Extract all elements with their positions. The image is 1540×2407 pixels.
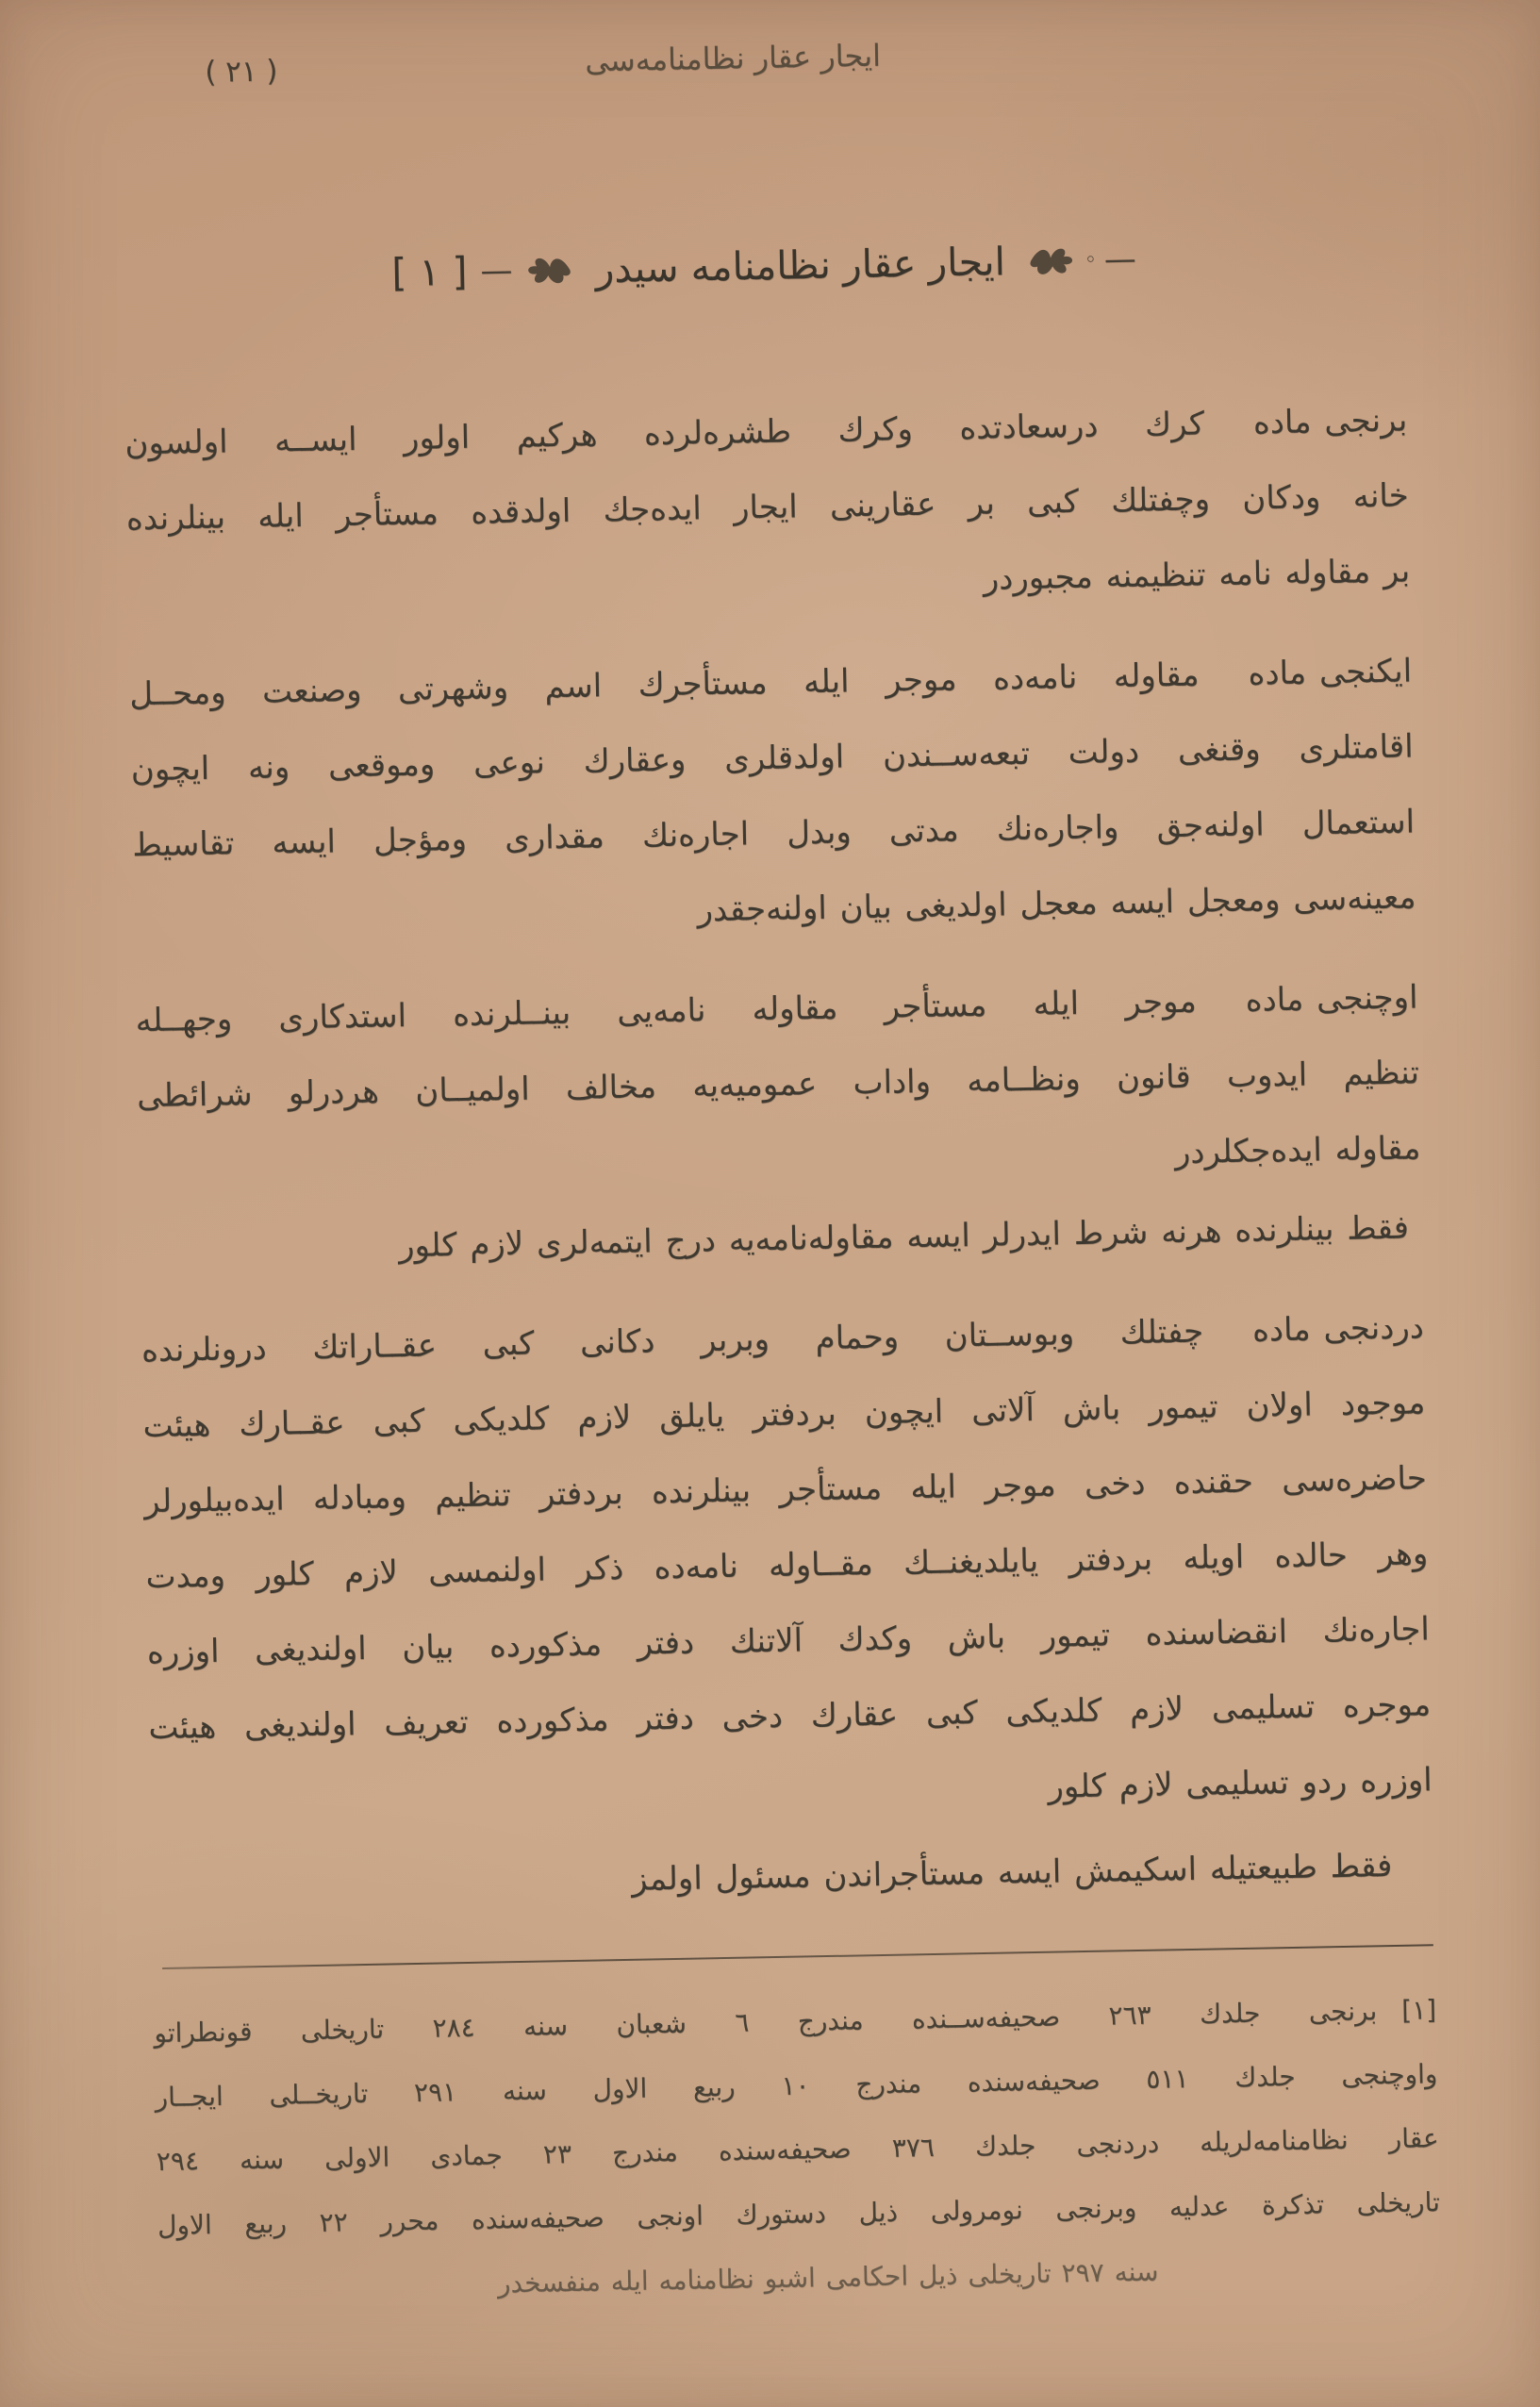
body-line: موجره تسليمى لازم كلديكى كبى عقارك دخى دفتر مذكورده تعريف اولنديغى هيئت xyxy=(148,1685,1432,1748)
calligraphic-flourish-icon xyxy=(523,251,573,290)
body-line: معينه‌سى ومعجل ايسه معجل اولديغى بيان اولنه‌جقدر xyxy=(697,878,1416,930)
body-line: اقامتلرى وقنغى دولت تبعه‌ســندن اولدقلرى وعقارك نوعى وموقعى ونه ايچون xyxy=(130,727,1414,789)
title-ornament-dash-left: — xyxy=(480,251,511,290)
calligraphic-flourish-icon xyxy=(1028,241,1078,280)
title-ornament-dot-right: ◦ xyxy=(1084,248,1098,273)
footnote-marker: [١] xyxy=(1400,1994,1437,2026)
title-footnote-marker: [ ١ ] xyxy=(390,248,468,296)
body-line-text: چفتلك وبوســتان وحمام وبربر دكانى كبى عقــاراتك درونلرنده xyxy=(141,1312,1204,1370)
body-line-text: مقاوله نامه‌ده موجر ايله مستأجرك اسم وشهرتى وصنعت ومحــل xyxy=(128,656,1200,714)
body-line: تنظيم ايدوب قانون ونظــامه واداب عموميه‌يه مخالف اولميــان هردرلو شرائطى xyxy=(136,1054,1420,1116)
article-2-label: ايكنجى ماده xyxy=(1248,652,1413,693)
footnote-separator-rule xyxy=(162,1944,1433,1969)
body-line: خانه ودكان وچفتلك كبى بر عقارينى ايجار ايده‌جك اولدقده مستأجر ايله بينلرنده xyxy=(125,476,1410,539)
body-line-text: موجر ايله مستأجر مقاوله نامه‌يى بينــلرنده استدكارى وجهــله xyxy=(135,982,1198,1040)
article-1-label: برنجى ماده xyxy=(1252,401,1408,442)
title-ornament-dash-right: — xyxy=(1103,240,1135,279)
body-line-text: كرك درسعادتده وكرك طشره‌لرده هركيم اولور ايســه اولسون xyxy=(124,405,1205,463)
body-line: اوزره ردو تسليمى لازم كلور xyxy=(1048,1761,1433,1806)
footnote-block xyxy=(154,1978,1442,2322)
proviso-paragraph xyxy=(151,1827,1434,1926)
body-line: حاضره‌سى حقنده دخى موجر ايله مستأجر بينلرنده بردفتر تنظيم ومبادله ايده‌بيلورلر xyxy=(143,1459,1428,1521)
running-title: ايجار عقار نظامنامه‌سى xyxy=(584,37,882,79)
article-3-label: اوچنجى ماده xyxy=(1245,978,1418,1020)
body-line: موجود اولان تيمور باش آلاتى ايچون بردفتر يايلق لازم كلديكى كبى عقــارك هيئت xyxy=(142,1384,1426,1446)
footnote-line: سنه ٢٩٧ تاريخلى ذيل احكامى اشبو نظامنامه ايله منفسخدر xyxy=(497,2255,1159,2299)
body-line: وهر حالده اويله بردفتر يايلديغنــك مقــاوله نامه‌ده ذكر اولنمسى لازم كلور ومدت xyxy=(145,1535,1429,1597)
article-4-label: دردنجى ماده xyxy=(1251,1308,1425,1350)
page-number: ( ٢١ ) xyxy=(204,54,278,90)
footnote-line-text: برنجى جلدك ٢٦٣ صحيفه‌ســنده مندرج ٦ شعبان سنه ٢٨٤ تاريخلى قونطراتو xyxy=(154,1995,1378,2050)
article-4-paragraph xyxy=(141,1289,1432,1841)
page-header xyxy=(118,28,1401,114)
document-title-row xyxy=(122,232,1405,301)
body-line: استعمال اولنه‌جق واجاره‌نك مدتى وبدل اجاره‌نك مقدارى ومؤجل ايسه تقاسيط xyxy=(131,803,1416,865)
footnote-line: تاريخلى تذكرة عدليه وبرنجى نومرولى ذيل دستورك اونجى صحيفه‌سنده محرر ٢٢ ربيع الاول xyxy=(157,2186,1441,2242)
article-1-paragraph xyxy=(124,383,1411,633)
footnote-line: عقار نظامنامه‌لريله دردنجى جلدك ٣٧٦ صحيفه‌سنده مندرج ٢٣ جمادى الاولى سنه ٢٩٤ xyxy=(156,2122,1439,2178)
document-title: ايجار عقار نظامنامه سيدر xyxy=(595,239,1006,292)
document-body xyxy=(124,383,1434,1927)
footnote-line: واوچنجى جلدك ٥١١ صحيفه‌سنده مندرج ١٠ ربيع الاول سنه ٢٩١ تاريخــلى ايجــار xyxy=(155,2058,1438,2114)
article-3-paragraph xyxy=(135,959,1421,1209)
body-line: فقط بينلرنده هرنه شرط ايدرلر ايسه مقاوله‌نامه‌يه درج ايتمه‌لرى لازم كلور xyxy=(398,1208,1410,1266)
body-line: اجاره‌نك انقضاسنده تيمور باش وكدك آلاتنك دفتر مذكورده بيان اولنديغى اوزره xyxy=(146,1610,1431,1672)
body-line: فقط طبيعتيله اسكيمش ايسه مستأجراندن مسئول اولمز xyxy=(631,1847,1393,1899)
body-line: مقاوله ايده‌جكلردر xyxy=(1174,1129,1421,1172)
body-line: بر مقاوله نامه تنظيمنه مجبوردر xyxy=(983,552,1411,598)
article-2-paragraph xyxy=(129,633,1417,958)
